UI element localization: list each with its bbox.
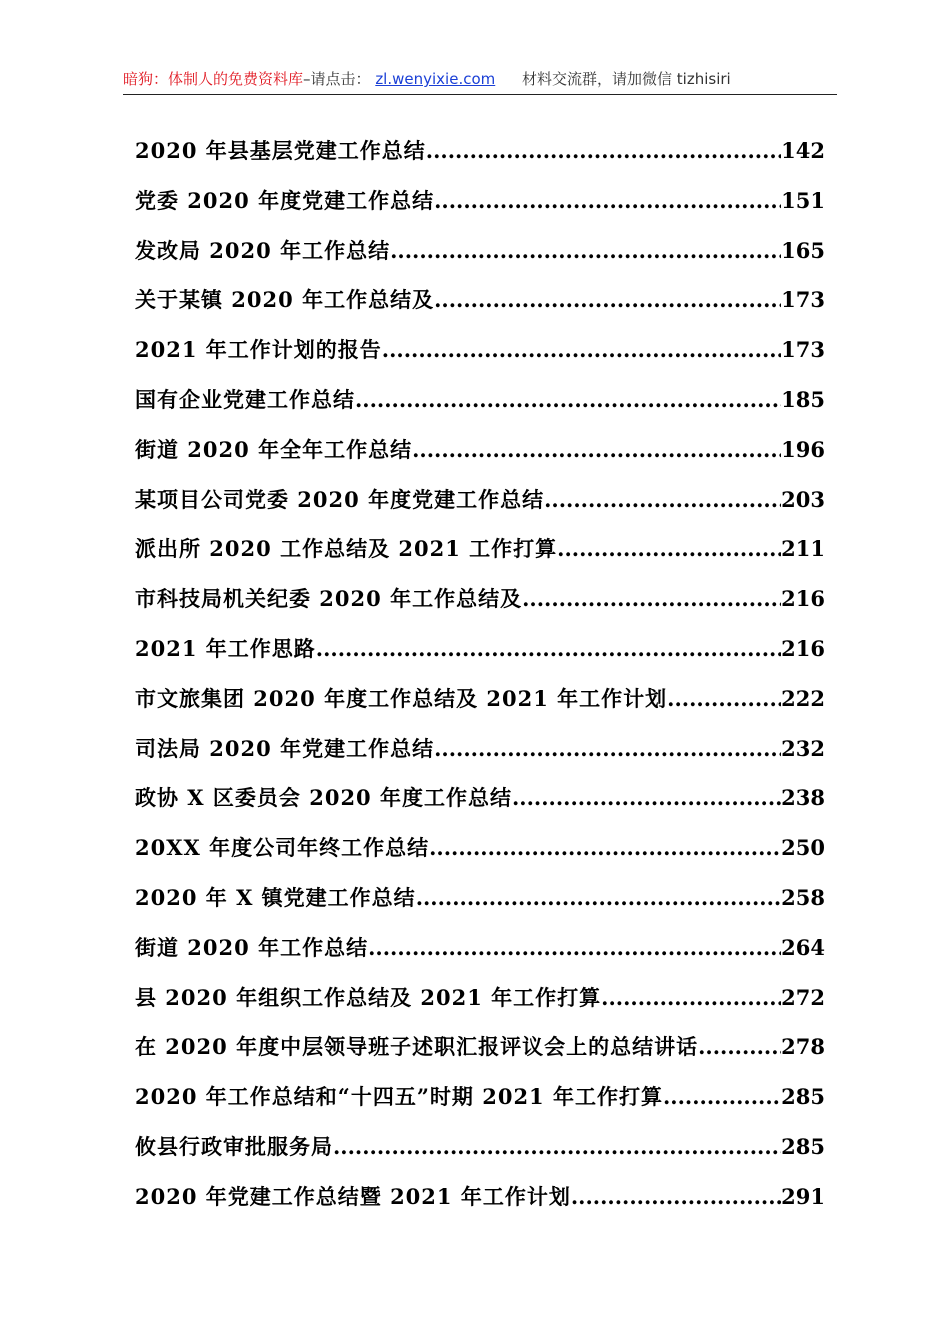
toc-dot-leader: [544, 483, 781, 517]
toc-entry-title: 市文旅集团 2020 年度工作总结及 2021 年工作计划: [135, 685, 668, 711]
toc-page-number: 216: [781, 586, 825, 612]
toc-entry-title: 20XX 年度公司年终工作总结: [135, 835, 430, 861]
toc-entry-title: 在 2020 年度中层领导班子述职汇报评议会上的总结讲话: [135, 1034, 699, 1060]
toc-page-number: 173: [781, 287, 825, 313]
toc-entry[interactable]: [135, 433, 825, 483]
toc-entry-title: 派出所 2020 工作总结及 2021 工作打算: [135, 536, 558, 562]
toc-entry[interactable]: [135, 134, 825, 184]
toc-entry-title: 2020 年工作总结和“十四五”时期 2021 年工作打算: [135, 1084, 663, 1110]
toc-entry[interactable]: [135, 732, 825, 782]
toc-entry-title: 街道 2020 年全年工作总结: [135, 436, 413, 462]
toc-entry[interactable]: [135, 1030, 825, 1080]
toc-page-number: 258: [781, 884, 825, 910]
toc-dot-leader: [390, 234, 781, 268]
toc-page-number: 203: [781, 486, 825, 512]
toc-dot-leader: [355, 383, 781, 417]
toc-page-number: 216: [781, 635, 825, 661]
toc-dot-leader: [522, 582, 781, 616]
toc-entry-title: 某项目公司党委 2020 年度党建工作总结: [135, 486, 545, 512]
toc-page-number: 165: [781, 237, 825, 263]
toc-dot-leader: [434, 732, 781, 766]
table-of-contents: [135, 134, 825, 1230]
toc-entry-title: 2020 年 X 镇党建工作总结: [135, 884, 416, 910]
toc-entry-title: 2020 年党建工作总结暨 2021 年工作计划: [135, 1183, 571, 1209]
toc-dot-leader: [557, 532, 781, 566]
toc-page-number: 185: [781, 386, 825, 412]
toc-entry-title: 国有企业党建工作总结: [135, 386, 355, 412]
group-contact: 材料交流群，请加微信 tizhisiri: [522, 70, 731, 88]
toc-page-number: 142: [781, 138, 825, 163]
toc-page-number: 151: [781, 187, 825, 213]
toc-entry[interactable]: [135, 1130, 825, 1180]
toc-entry-title: 发改局 2020 年工作总结: [135, 237, 391, 263]
toc-dot-leader: [412, 433, 781, 467]
toc-entry-title: 政协 X 区委员会 2020 年度工作总结: [135, 785, 512, 811]
toc-dot-leader: [429, 831, 781, 865]
toc-entry-title: 2020 年县基层党建工作总结: [135, 138, 426, 163]
site-name: 暗狗：体制人的免费资料库: [123, 70, 304, 88]
toc-entry[interactable]: [135, 781, 825, 831]
toc-entry[interactable]: [135, 981, 825, 1031]
toc-dot-leader: [368, 931, 781, 965]
toc-dot-leader: [571, 1180, 781, 1214]
toc-entry[interactable]: [135, 1080, 825, 1130]
toc-dot-leader: [426, 134, 781, 168]
toc-dot-leader: [333, 1130, 781, 1164]
toc-entry-title: 市科技局机关纪委 2020 年工作总结及: [135, 586, 523, 612]
toc-page-number: 232: [781, 735, 825, 761]
toc-dot-leader: [698, 1030, 781, 1064]
page-header: [123, 68, 837, 95]
toc-entry[interactable]: [135, 383, 825, 433]
toc-dot-leader: [316, 632, 781, 666]
toc-entry-title: 街道 2020 年工作总结: [135, 934, 369, 960]
toc-page-number: 264: [781, 934, 825, 960]
toc-dot-leader: [434, 184, 781, 218]
toc-entry[interactable]: [135, 682, 825, 732]
toc-dot-leader: [601, 981, 781, 1015]
toc-entry[interactable]: [135, 831, 825, 881]
toc-page-number: 211: [781, 536, 825, 562]
site-link[interactable]: zl.wenyixie.com: [375, 70, 496, 88]
toc-page-number: 173: [781, 337, 825, 363]
toc-entry[interactable]: [135, 283, 825, 333]
toc-entry-title: 2021 年工作思路: [135, 635, 316, 661]
link-prompt: –请点击：: [303, 70, 371, 88]
toc-entry[interactable]: [135, 582, 825, 632]
toc-dot-leader: [667, 682, 781, 716]
toc-page-number: 272: [781, 984, 825, 1010]
toc-entry[interactable]: [135, 532, 825, 582]
toc-entry-title: 县 2020 年组织工作总结及 2021 年工作打算: [135, 984, 602, 1010]
toc-entry-title: 司法局 2020 年党建工作总结: [135, 735, 435, 761]
toc-entry[interactable]: [135, 931, 825, 981]
toc-dot-leader: [434, 283, 781, 317]
toc-entry-title: 攸县行政审批服务局: [135, 1133, 333, 1159]
toc-entry[interactable]: [135, 1180, 825, 1230]
toc-entry[interactable]: [135, 632, 825, 682]
toc-dot-leader: [416, 881, 781, 915]
toc-page-number: 285: [781, 1084, 825, 1110]
toc-entry[interactable]: [135, 234, 825, 284]
toc-page-number: 278: [781, 1034, 825, 1060]
toc-page-number: 196: [781, 436, 825, 462]
toc-entry[interactable]: [135, 184, 825, 234]
toc-page-number: 250: [781, 835, 825, 861]
toc-dot-leader: [512, 781, 781, 815]
toc-entry-title: 关于某镇 2020 年工作总结及: [135, 287, 435, 313]
toc-dot-leader: [663, 1080, 781, 1114]
toc-entry[interactable]: [135, 333, 825, 383]
toc-entry[interactable]: [135, 881, 825, 931]
toc-entry-title: 2021 年工作计划的报告: [135, 337, 382, 363]
toc-page-number: 222: [781, 685, 825, 711]
toc-page-number: 291: [781, 1183, 825, 1209]
toc-entry-title: 党委 2020 年度党建工作总结: [135, 187, 435, 213]
toc-page-number: 238: [781, 785, 825, 811]
toc-page-number: 285: [781, 1133, 825, 1159]
toc-dot-leader: [382, 333, 781, 367]
toc-entry[interactable]: [135, 483, 825, 533]
